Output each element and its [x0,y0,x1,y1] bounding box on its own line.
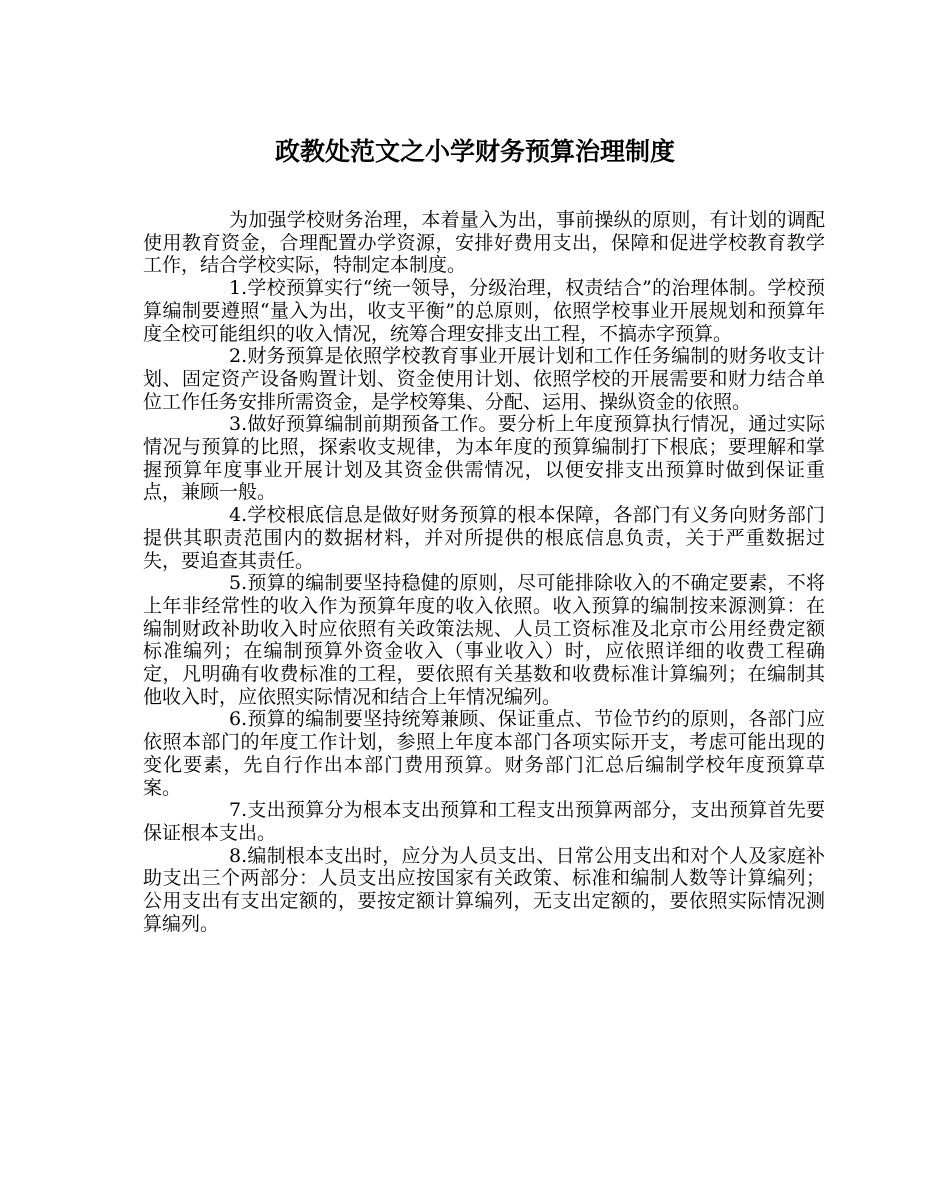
paragraph-intro: 为加强学校财务治理，本着量入为出，事前操纵的原则，有计划的调配使用教育资金，合理配置办学资源，安排好费用支出，保障和促进学校教育教学工作，结合学校实际，特制定本制度。 [143,209,825,277]
document-title: 政教处范文之小学财务预算治理制度 [274,137,675,166]
paragraph-item-8: 8.编制根本支出时，应分为人员支出、日常公用支出和对个人及家庭补助支出三个两部分：人员支出应按国家有关政策、标准和编制人数等计算编列；公用支出有支出定额的，要按定额计算编列，无支出定额的，要依照实际情况测算编列。 [143,844,825,935]
paragraph-item-5: 5.预算的编制要坚持稳健的原则，尽可能排除收入的不确定要素，不将上年非经常性的收入作为预算年度的收入依照。收入预算的编制按来源测算：在编制财政补助收入时应依照有关政策法规、人员工资标准及北京市公用经费定额标准编列；在编制预算外资金收入（事业收入）时，应依照详细的收费工程确定，凡明确有收费标准的工程，要依照有关基数和收费标准计算编列；在编制其他收入时，应依照实际情况和结合上年情况编列。 [143,572,825,708]
paragraph-item-6: 6.预算的编制要坚持统筹兼顾、保证重点、节俭节约的原则，各部门应依照本部门的年度工作计划，参照上年度本部门各项实际开支，考虑可能出现的变化要素，先自行作出本部门费用预算。财务部门汇总后编制学校年度预算草案。 [143,708,825,799]
paragraph-item-7: 7.支出预算分为根本支出预算和工程支出预算两部分，支出预算首先要保证根本支出。 [143,799,825,844]
document-body [143,209,825,936]
paragraph-item-1: 1.学校预算实行“统一领导，分级治理，权责结合”的治理体制。学校预算编制要遵照“量入为出，收支平衡”的总原则，依照学校事业开展规划和预算年度全校可能组织的收入情况，统筹合理安排支出工程，不搞赤字预算。 [143,277,825,345]
paragraph-item-4: 4.学校根底信息是做好财务预算的根本保障，各部门有义务向财务部门提供其职责范围内的数据材料，并对所提供的根底信息负责，关于严重数据过失，要追查其责任。 [143,504,825,572]
paragraph-item-2: 2.财务预算是依照学校教育事业开展计划和工作任务编制的财务收支计划、固定资产设备购置计划、资金使用计划、依照学校的开展需要和财力结合单位工作任务安排所需资金，是学校筹集、分配、运用、操纵资金的依照。 [143,345,825,413]
paragraph-item-3: 3.做好预算编制前期预备工作。要分析上年度预算执行情况，通过实际情况与预算的比照，探索收支规律，为本年度的预算编制打下根底；要理解和掌握预算年度事业开展计划及其资金供需情况，以便安排支出预算时做到保证重点，兼顾一般。 [143,413,825,504]
